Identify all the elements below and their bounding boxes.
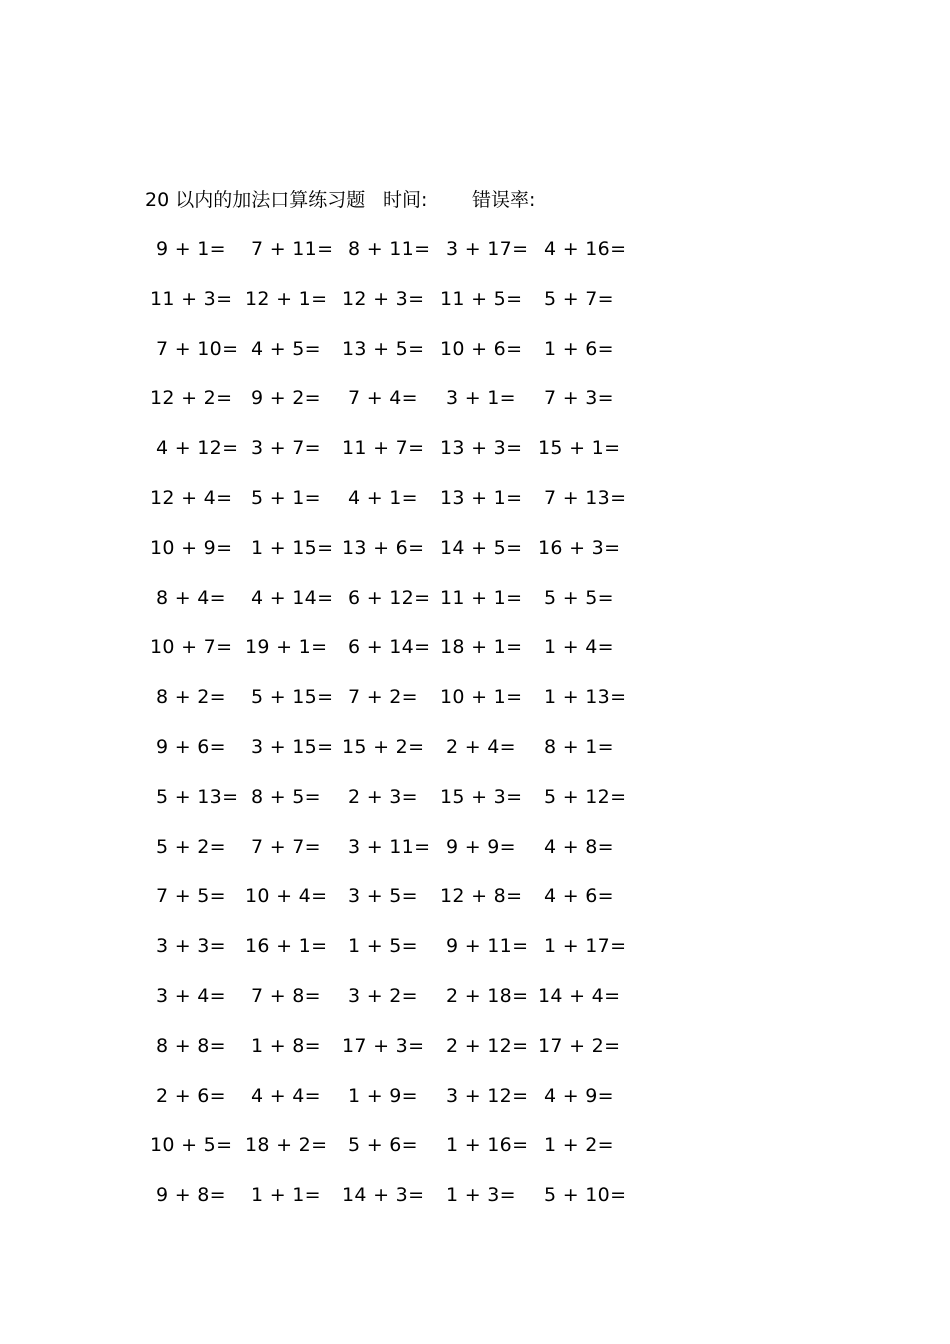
problem-row [0, 733, 950, 783]
addition-problem: 3 + 15= [251, 735, 334, 758]
addition-problem: 4 + 9= [544, 1084, 614, 1107]
problem-row [0, 584, 950, 634]
addition-problem: 10 + 5= [150, 1134, 233, 1157]
problem-row [0, 335, 950, 385]
addition-problem: 1 + 16= [446, 1134, 529, 1157]
addition-problem: 11 + 7= [342, 437, 425, 460]
addition-problem: 14 + 5= [440, 536, 523, 559]
worksheet-title: 20 以内的加法口算练习题 [145, 189, 366, 211]
addition-problem: 1 + 13= [544, 686, 627, 709]
addition-problem: 2 + 6= [156, 1084, 226, 1107]
addition-problem: 12 + 8= [440, 885, 523, 908]
addition-problem: 3 + 5= [348, 885, 418, 908]
addition-problem: 5 + 15= [251, 686, 334, 709]
addition-problem: 6 + 14= [348, 636, 431, 659]
addition-problem: 12 + 3= [342, 287, 425, 310]
problem-row [0, 833, 950, 883]
addition-problem: 1 + 9= [348, 1084, 418, 1107]
addition-problem: 13 + 5= [342, 337, 425, 360]
addition-problem: 1 + 1= [251, 1184, 321, 1207]
problem-row [0, 1032, 950, 1082]
addition-problem: 2 + 3= [348, 785, 418, 808]
addition-problem: 4 + 12= [156, 437, 239, 460]
addition-problem: 4 + 4= [251, 1084, 321, 1107]
addition-problem: 7 + 5= [156, 885, 226, 908]
error-rate-label: 错误率: [472, 189, 536, 211]
addition-problem: 12 + 4= [150, 486, 233, 509]
problem-row [0, 1181, 950, 1231]
addition-problem: 14 + 4= [538, 984, 621, 1007]
problem-row [0, 783, 950, 833]
addition-problem: 4 + 16= [544, 238, 627, 260]
addition-problem: 4 + 5= [251, 337, 321, 360]
addition-problem: 12 + 1= [245, 287, 328, 310]
problem-row [0, 882, 950, 932]
addition-problem: 3 + 12= [446, 1084, 529, 1107]
problem-row [0, 683, 950, 733]
addition-problem: 10 + 4= [245, 885, 328, 908]
addition-problem: 9 + 8= [156, 1184, 226, 1207]
addition-problem: 12 + 2= [150, 387, 233, 410]
addition-problem: 9 + 9= [446, 835, 516, 858]
problem-row [0, 235, 950, 285]
addition-problem: 18 + 1= [440, 636, 523, 659]
addition-problem: 3 + 3= [156, 935, 226, 958]
problem-row [0, 1131, 950, 1181]
addition-problem: 1 + 17= [544, 935, 627, 958]
addition-problem: 13 + 1= [440, 486, 523, 509]
addition-problem: 4 + 1= [348, 486, 418, 509]
addition-problem: 10 + 1= [440, 686, 523, 709]
problem-row [0, 434, 950, 484]
addition-problem: 15 + 1= [538, 437, 621, 460]
addition-problem: 5 + 10= [544, 1184, 627, 1207]
addition-problem: 16 + 1= [245, 935, 328, 958]
addition-problem: 7 + 11= [251, 238, 334, 260]
addition-problem: 7 + 7= [251, 835, 321, 858]
addition-problem: 9 + 11= [446, 935, 529, 958]
addition-problem: 15 + 2= [342, 735, 425, 758]
problem-grid [0, 235, 950, 1231]
problem-row [0, 633, 950, 683]
addition-problem: 16 + 3= [538, 536, 621, 559]
addition-problem: 7 + 10= [156, 337, 239, 360]
addition-problem: 8 + 1= [544, 735, 614, 758]
addition-problem: 7 + 2= [348, 686, 418, 709]
addition-problem: 1 + 5= [348, 935, 418, 958]
addition-problem: 3 + 11= [348, 835, 431, 858]
addition-problem: 18 + 2= [245, 1134, 328, 1157]
addition-problem: 10 + 7= [150, 636, 233, 659]
addition-problem: 1 + 2= [544, 1134, 614, 1157]
addition-problem: 5 + 6= [348, 1134, 418, 1157]
addition-problem: 3 + 7= [251, 437, 321, 460]
addition-problem: 8 + 8= [156, 1034, 226, 1057]
addition-problem: 17 + 3= [342, 1034, 425, 1057]
addition-problem: 10 + 9= [150, 536, 233, 559]
addition-problem: 2 + 18= [446, 984, 529, 1007]
addition-problem: 6 + 12= [348, 586, 431, 609]
addition-problem: 1 + 8= [251, 1034, 321, 1057]
addition-problem: 11 + 1= [440, 586, 523, 609]
addition-problem: 11 + 5= [440, 287, 523, 310]
addition-problem: 1 + 3= [446, 1184, 516, 1207]
addition-problem: 13 + 6= [342, 536, 425, 559]
problem-row [0, 484, 950, 534]
addition-problem: 4 + 14= [251, 586, 334, 609]
addition-problem: 3 + 4= [156, 984, 226, 1007]
addition-problem: 3 + 2= [348, 984, 418, 1007]
addition-problem: 7 + 3= [544, 387, 614, 410]
problem-row [0, 932, 950, 982]
addition-problem: 5 + 12= [544, 785, 627, 808]
addition-problem: 8 + 5= [251, 785, 321, 808]
problem-row [0, 534, 950, 584]
addition-problem: 4 + 6= [544, 885, 614, 908]
addition-problem: 1 + 4= [544, 636, 614, 659]
problem-row [0, 1082, 950, 1132]
problem-row [0, 982, 950, 1032]
addition-problem: 1 + 6= [544, 337, 614, 360]
addition-problem: 17 + 2= [538, 1034, 621, 1057]
addition-problem: 2 + 4= [446, 735, 516, 758]
addition-problem: 10 + 6= [440, 337, 523, 360]
addition-problem: 14 + 3= [342, 1184, 425, 1207]
addition-problem: 5 + 13= [156, 785, 239, 808]
addition-problem: 9 + 6= [156, 735, 226, 758]
addition-problem: 8 + 11= [348, 238, 431, 260]
time-label: 时间: [383, 189, 428, 211]
addition-problem: 5 + 7= [544, 287, 614, 310]
addition-problem: 19 + 1= [245, 636, 328, 659]
addition-problem: 5 + 2= [156, 835, 226, 858]
addition-problem: 5 + 5= [544, 586, 614, 609]
addition-problem: 9 + 1= [156, 238, 226, 260]
problem-row [0, 384, 950, 434]
addition-problem: 9 + 2= [251, 387, 321, 410]
addition-problem: 7 + 13= [544, 486, 627, 509]
addition-problem: 7 + 8= [251, 984, 321, 1007]
addition-problem: 4 + 8= [544, 835, 614, 858]
addition-problem: 7 + 4= [348, 387, 418, 410]
addition-problem: 13 + 3= [440, 437, 523, 460]
addition-problem: 5 + 1= [251, 486, 321, 509]
addition-problem: 1 + 15= [251, 536, 334, 559]
addition-problem: 8 + 2= [156, 686, 226, 709]
addition-problem: 2 + 12= [446, 1034, 529, 1057]
addition-problem: 3 + 17= [446, 238, 529, 260]
addition-problem: 8 + 4= [156, 586, 226, 609]
addition-problem: 3 + 1= [446, 387, 516, 410]
addition-problem: 15 + 3= [440, 785, 523, 808]
addition-problem: 11 + 3= [150, 287, 233, 310]
problem-row [0, 285, 950, 335]
